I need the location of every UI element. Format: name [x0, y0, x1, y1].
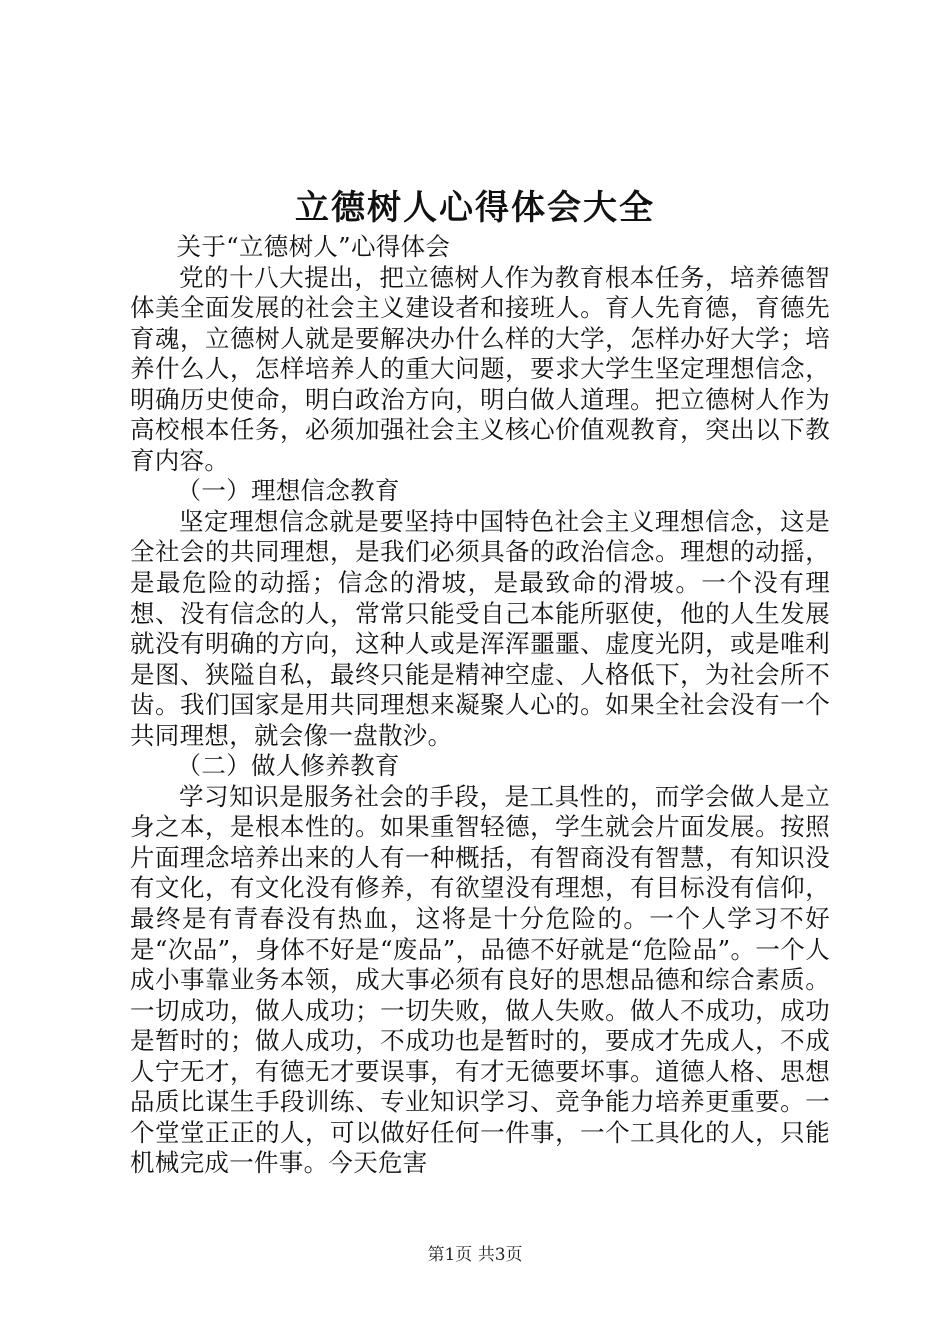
page-footer: 第1页 共3页: [427, 1245, 523, 1265]
section-heading-cultivation: （二）做人修养教育: [176, 751, 400, 781]
intro-paragraph: 党的十八大提出，把立德树人作为教育根本任务，培养德智体美全面发展的社会主义建设者和接班人。育人先育德，育德先育魂，立德树人就是要解决办什么样的大学，怎样办好大学；培养什么人，怎样培养人的重大问题，要求大学生坚定理想信念，明确历史使命，明白政治方向，明白做人道理。把立德树人作为高校根本任务，必须加强社会主义核心价值观教育，突出以下教育内容。: [130, 262, 830, 475]
cultivation-paragraph: 学习知识是服务社会的手段，是工具性的，而学会做人是立身之本，是根本性的。如果重智轻德，学生就会片面发展。按照片面理念培养出来的人有一种概括，有智商没有智慧，有知识没有文化，有文化没有修养，有欲望没有理想，有目标没有信仰，最终是有青春没有热血，这将是十分危险的。一个人学习不好是“次品”，身体不好是“废品”，品德不好就是“危险品”。一个人成小事靠业务本领，成大事必须有良好的思想品德和综合素质。一切成功，做人成功；一切失败，做人失败。做人不成功，成功是暂时的；做人成功，不成功也是暂时的，要成才先成人，不成人宁无才，有德无才要误事，有才无德要坏事。道德人格、思想品质比谋生手段训练、专业知识学习、竞争能力培养更重要。一个堂堂正正的人，可以做好任何一件事，一个工具化的人，只能机械完成一件事。今天危害: [130, 781, 830, 1178]
subtitle-paragraph: 关于“立德树人”心得体会: [176, 232, 451, 261]
document-title: 立德树人心得体会大全: [295, 188, 655, 228]
section-heading-ideals: （一）理想信念教育: [176, 476, 400, 506]
document-body: [130, 232, 830, 1179]
ideals-paragraph: 坚定理想信念就是要坚持中国特色社会主义理想信念，这是全社会的共同理想，是我们必须具备的政治信念。理想的动摇，是最危险的动摇；信念的滑坡，是最致命的滑坡。一个没有理想、没有信念的人，常常只能受自己本能所驱使，他的人生发展就没有明确的方向，这种人或是浑浑噩噩、虚度光阴，或是唯利是图、狭隘自私，最终只能是精神空虚、人格低下，为社会所不齿。我们国家是用共同理想来凝聚人心的。如果全社会没有一个共同理想，就会像一盘散沙。: [130, 506, 830, 750]
